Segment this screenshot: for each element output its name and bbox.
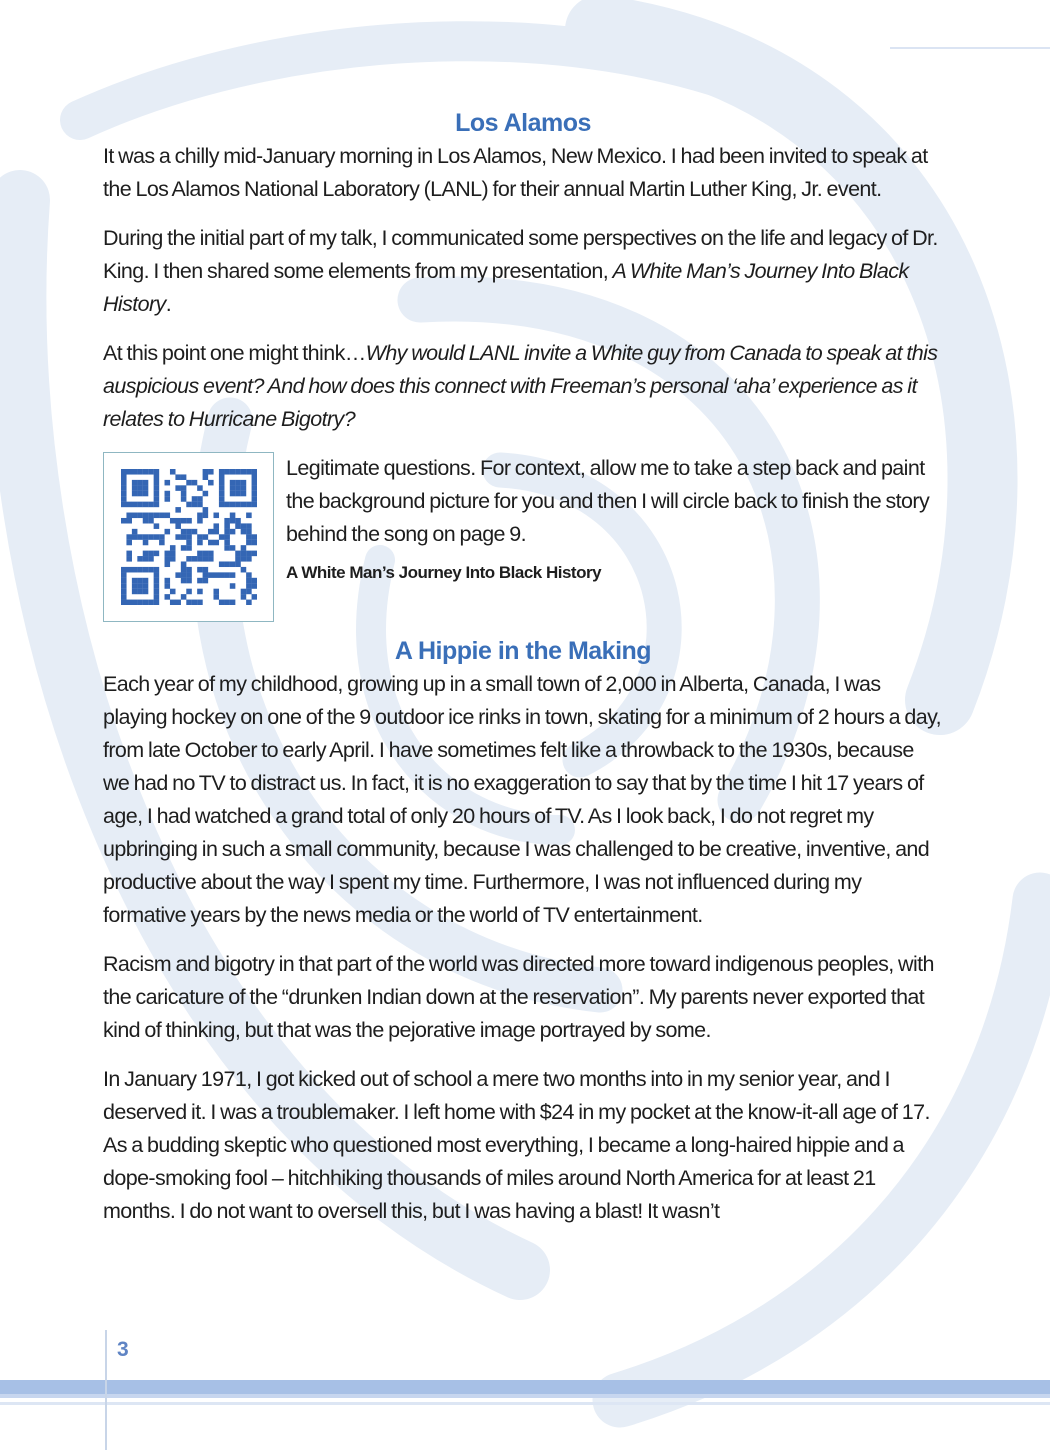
paragraph: At this point one might think…Why would LANL invite a White guy from Canada to speak at this auspicious event? And how does this connect with Freeman’s personal ‘aha’ experience as it relates to Hurricane Bigotry?	[103, 341, 938, 431]
section-heading-hippie: A Hippie in the Making	[394, 637, 652, 665]
presentation-title: A White Man’s Journey Into Black History	[103, 259, 909, 316]
page-number: 3	[117, 1338, 129, 1361]
paragraph: Racism and bigotry in that part of the world was directed more toward indigenous peoples, with the caricature of the “drunken Indian down at the reservation”. My parents never exported that kind of thinking, but that was the pejorative image portrayed by some.	[103, 952, 934, 1042]
qr-block	[103, 452, 943, 622]
paragraph: It was a chilly mid-January morning in Los Alamos, New Mexico. I had been invited to speak at the Los Alamos National Laboratory (LANL) for their annual Martin Luther King, Jr. event.	[103, 144, 928, 201]
paragraph: Legitimate questions. For context, allow me to take a step back and paint the background picture for you and then I will circle back to finish the story behind the song on page 9.	[286, 456, 930, 546]
section-heading-los-alamos: Los Alamos	[455, 109, 591, 137]
paragraph: During the initial part of my talk, I communicated some perspectives on the life and legacy of Dr. King. I then shared some elements from my presentation, A White Man’s Journey Into Black History.	[103, 226, 938, 316]
qr-code[interactable]	[103, 452, 274, 622]
qr-code-icon	[121, 469, 257, 605]
paragraph: Each year of my childhood, growing up in a small town of 2,000 in Alberta, Canada, I was playing hockey on one of the 9 outdoor ice rinks in town, skating for a minimum of 2 hours a day, from late October to early April. I have sometimes felt like a throwback to the 1930s, because we had no TV to distract us. In fact, it is no exaggeration to say that by the time I hit 17 years of age, I had watched a grand total of only 20 hours of TV. As I look back, I do not regret my upbringing in such a small community, because I was challenged to be creative, inventive, and productive about the way I spent my time. Furthermore, I was not influenced during my formative years by the news media or the world of TV entertainment.	[103, 672, 942, 927]
page-content	[103, 106, 943, 1244]
paragraph: In January 1971, I got kicked out of school a mere two months into in my senior year, and I deserved it. I was a troublemaker. I left home with $24 in my pocket at the know-it-all age of 17. As a budding skeptic who questioned most everything, I became a long-haired hippie and a dope-smoking fool – hitchhiking thousands of miles around North America for at least 21 months. I do not want to oversell this, but I was having a blast! It wasn’t	[103, 1067, 930, 1223]
page-margin-rule	[105, 1330, 107, 1450]
qr-caption: A White Man’s Journey Into Black History	[286, 563, 602, 582]
